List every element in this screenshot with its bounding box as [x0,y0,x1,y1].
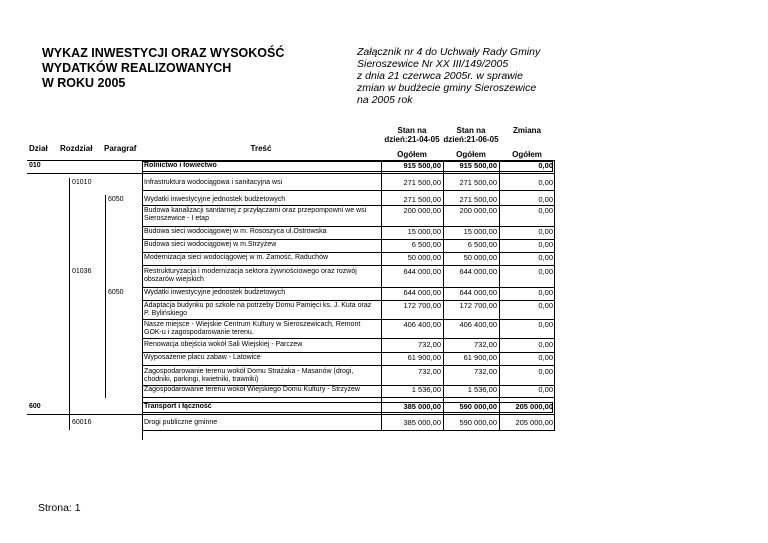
zmiana-cell: 0,00 [538,267,553,276]
row-rule [27,414,555,415]
stan-2-cell: 200 000,00 [459,206,497,215]
zmiana-cell: 205 000,00 [515,402,553,411]
tresc-cell: Budowa sieci wodociągowej w m.Strzyżew [144,241,277,248]
header-ogolem-2: Ogółem [456,150,486,159]
stan-2-cell: 271 500,00 [459,195,497,204]
stan-1-cell: 271 500,00 [403,195,441,204]
stan-2-cell: 590 000,00 [459,402,497,411]
stan-1-cell: 15 000,00 [407,227,441,236]
zmiana-cell: 0,00 [538,340,553,349]
page-footer: Strona: 1 [38,502,81,514]
stan-2-cell: 271 500,00 [459,178,497,187]
zmiana-cell: 0,00 [538,178,553,187]
paragraf-cell: 6050 [108,289,124,296]
tresc-cell: Wyposażenie placu zabaw - Latowice [144,354,261,361]
zmiana-cell: 0,00 [538,195,553,204]
stan-2-cell: 406 400,00 [459,320,497,329]
stan-2-cell: 732,00 [474,340,497,349]
tresc-cell: Zagospodarowanie terenu wokół Domu Strażaka - Masanów (drogi, chodniki, parkingi, kwietniki, trawniki) [144,368,354,383]
dzial-cell: 600 [29,403,41,410]
tresc-cell: Infrastruktura wodociągowa i sanitacyjna wsi [144,179,283,186]
tresc-cell: Budowa kanalizacji sanitarnej z przyłączami oraz przepompowni we wsi Sieroszewice - I etap [144,207,367,222]
zmiana-cell: 0,00 [538,301,553,310]
tresc-cell: Rolnictwo i łowiectwo [144,162,217,169]
zmiana-cell: 0,00 [538,288,553,297]
tresc-cell: Zagospodarowanie terenu wokół Wiejskiego Domu Kultury - Strzyżew [144,386,360,393]
tresc-cell: Drogi publiczne gminne [144,419,218,426]
stan-2-cell: 6 500,00 [467,240,497,249]
column-divider [105,288,106,398]
stan-2-cell: 732,00 [474,367,497,376]
row-rule [142,190,555,191]
zmiana-cell: 0,00 [538,253,553,262]
row-rule [142,365,555,366]
column-divider [443,161,444,430]
stan-1-cell: 385 000,00 [403,418,441,427]
stan-1-cell: 200 000,00 [403,206,441,215]
zmiana-cell: 0,00 [538,206,553,215]
zmiana-cell: 0,00 [538,353,553,362]
stan-1-cell: 271 500,00 [403,178,441,187]
tresc-cell: Wydatki inwestycyjne jednostek budżetowych [144,196,286,203]
stan-1-cell: 50 000,00 [407,253,441,262]
stan-1-cell: 732,00 [418,367,441,376]
header-tresc: Treść [250,144,272,153]
rozdzial-cell: 60016 [72,419,92,426]
column-divider [142,161,143,440]
stan-2-cell: 1 536,00 [467,385,497,394]
header-paragraf: Paragraf [104,144,137,153]
column-divider [381,161,382,430]
zmiana-cell: 205 000,00 [515,418,553,427]
column-divider [69,178,70,430]
stan-1-cell: 172 700,00 [403,301,441,310]
stan-2-cell: 644 000,00 [459,267,497,276]
stan-1-cell: 385 000,00 [403,402,441,411]
stan-2-cell: 590 000,00 [459,418,497,427]
zmiana-cell: 0,00 [538,240,553,249]
stan-2-cell: 15 000,00 [463,227,497,236]
dzial-cell: 010 [29,162,41,169]
zmiana-cell: 0,00 [538,385,553,394]
stan-2-cell: 915 500,00 [459,161,497,170]
zmiana-cell: 0,00 [538,320,553,329]
stan-1-cell: 6 500,00 [411,240,441,249]
zmiana-cell: 0,00 [538,367,553,376]
row-rule [142,265,555,266]
rozdzial-cell: 01036 [72,268,92,275]
stan-2-cell: 644 000,00 [459,288,497,297]
column-divider [105,195,106,290]
row-rule [142,338,555,339]
header-ogolem-1: Ogółem [397,150,427,159]
stan-2-cell: 61 900,00 [463,353,497,362]
tresc-cell: Budowa sieci wodociągowej w m. Rososzyca ul.Ostrowska [144,228,327,235]
stan-1-cell: 644 000,00 [403,288,441,297]
tresc-cell: Modernizacja sieci wodociągowej w m. Zamość, Raduchów [144,254,329,261]
rozdzial-cell: 01010 [72,179,92,186]
tresc-cell: Restrukturyzacja i modernizacja sektora żywnościowego oraz rozwój obszarów wiejskich [144,268,357,283]
row-rule [142,397,555,398]
tresc-cell: Adaptacja budynku po szkole na potrzeby Domu Pamięci ks. J. Kuta oraz P. Bylińskiego [144,302,372,317]
header-ogolem-3: Ogółem [512,150,542,159]
header-zmiana: Zmiana [512,126,541,135]
header-dzial: Dział [29,144,48,153]
stan-2-cell: 50 000,00 [463,253,497,262]
stan-1-cell: 915 500,00 [403,161,441,170]
stan-2-cell: 172 700,00 [459,301,497,310]
stan-1-cell: 61 900,00 [407,353,441,362]
header-stan-2: Stan na dzień:21-06-05 [443,126,499,144]
tresc-cell: Renowacja obejścia wokół Sali Wiejskiej - Parczew [144,341,303,348]
tresc-cell: Transport i łączność [144,403,212,410]
tresc-cell: Nasze miejsce - Wiejskie Centrum Kultury w Sieroszewicach, Remont GOK-u i zagospodarowanie terenu. [144,321,361,336]
annex-note: Załącznik nr 4 do Uchwały Rady Gminy Sieroszewice Nr XX III/149/2005 z dnia 21 czerwca 2005r. w sprawie zmian w budżecie gminy Sieroszewice na 2005 rok [357,46,541,106]
stan-1-cell: 1 536,00 [411,385,441,394]
document-title: WYKAZ INWESTYCJI ORAZ WYSOKOŚĆ WYDATKÓW REALIZOWANYCH W ROKU 2005 [42,46,285,90]
zmiana-cell: 0,00 [538,161,553,170]
stan-1-cell: 644 000,00 [403,267,441,276]
column-divider [554,161,555,430]
row-rule [142,430,555,431]
header-stan-1: Stan na dzień:21-04-05 [384,126,440,144]
column-divider [499,161,500,430]
header-rozdzial: Rozdział [60,144,93,153]
stan-1-cell: 732,00 [418,340,441,349]
row-rule [27,173,555,174]
zmiana-cell: 0,00 [538,227,553,236]
paragraf-cell: 6050 [108,196,124,203]
tresc-cell: Wydatki inwestycyjne jednostek budżetowych [144,289,286,296]
stan-1-cell: 406 400,00 [403,320,441,329]
